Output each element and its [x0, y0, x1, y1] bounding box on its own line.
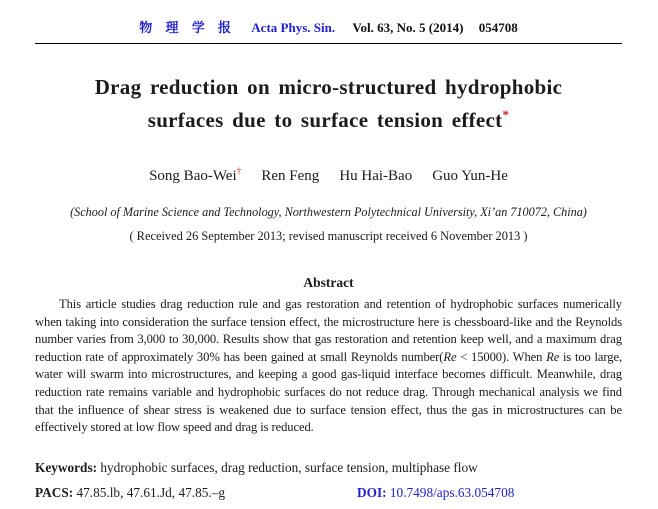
header-divider [35, 43, 622, 44]
article-number: 054708 [478, 20, 518, 35]
pacs-value: 47.85.lb, 47.61.Jd, 47.85.–g [76, 484, 225, 500]
received-dates: ( Received 26 September 2013; revised manuscript received 6 November 2013 ) [129, 229, 528, 243]
author-name: Guo Yun-He [432, 168, 508, 184]
doi-group [357, 485, 514, 501]
author-name: Hu Hai-Bao [339, 168, 413, 184]
paper-title-line2 [35, 101, 622, 134]
doi-label: DOI: [357, 484, 387, 500]
abstract-italic-term: Re [546, 349, 560, 364]
keywords-row [35, 460, 622, 476]
abstract-text [35, 296, 622, 437]
paper-title [35, 74, 622, 134]
keywords-label: Keywords: [35, 459, 98, 475]
author-name: Ren Feng [261, 168, 320, 184]
pacs-label: PACS: [35, 484, 74, 500]
author-footnote-marker: † [236, 167, 242, 177]
journal-name-english: Acta Phys. Sin. [251, 20, 336, 35]
doi-link[interactable]: 10.7498/aps.63.054708 [389, 484, 515, 500]
abstract-segment: This article studies drag reduction rule and gas restoration and retention of hydrophobic surfaces numerically when taking into consideration the surface tension effect, the microstructure here is chessboard-like and the Reynolds number varies from 3,000 to 30,000. Results show that gas restoration and retention keep well, and a maximum drag reduction rate of approximately 30% has been gained at small Reynolds number( [35, 297, 622, 364]
author-name: Song Bao-Wei† [149, 167, 242, 184]
abstract-italic-term: Re [443, 349, 457, 364]
title-footnote-asterisk: * [502, 107, 510, 122]
author-list [35, 167, 622, 185]
abstract-heading: Abstract [303, 275, 354, 290]
pacs-doi-row [35, 485, 622, 501]
keywords-value: hydrophobic surfaces, drag reduction, surface tension, multiphase flow [100, 459, 478, 475]
journal-name-chinese: 物 理 学 报 [139, 20, 237, 35]
affiliation: (School of Marine Science and Technology, Northwestern Polytechnical University, Xi’an 710072, China) [70, 205, 587, 219]
paper-title-line2-text: surfaces due to surface tension effect [147, 108, 503, 132]
journal-issue-info: Vol. 63, No. 5 (2014) [352, 20, 464, 35]
paper-title-line1: Drag reduction on micro-structured hydrophobic [94, 75, 563, 99]
abstract-segment: < 15000). When [456, 349, 547, 364]
journal-header [35, 0, 622, 36]
abstract-segment: is too large, water will swarm into microstructures, and keeping a good gas-liquid interface becomes difficult. Meanwhile, drag reduction rate remains variable and hydrophobic surfaces do not reduce drag. Through mechanical analysis we find that the influence of shear stress is weakened due to surface tension effect, thus the gas in microstructures can be effectively stored at low flow speed and drag is reduced. [35, 349, 622, 435]
